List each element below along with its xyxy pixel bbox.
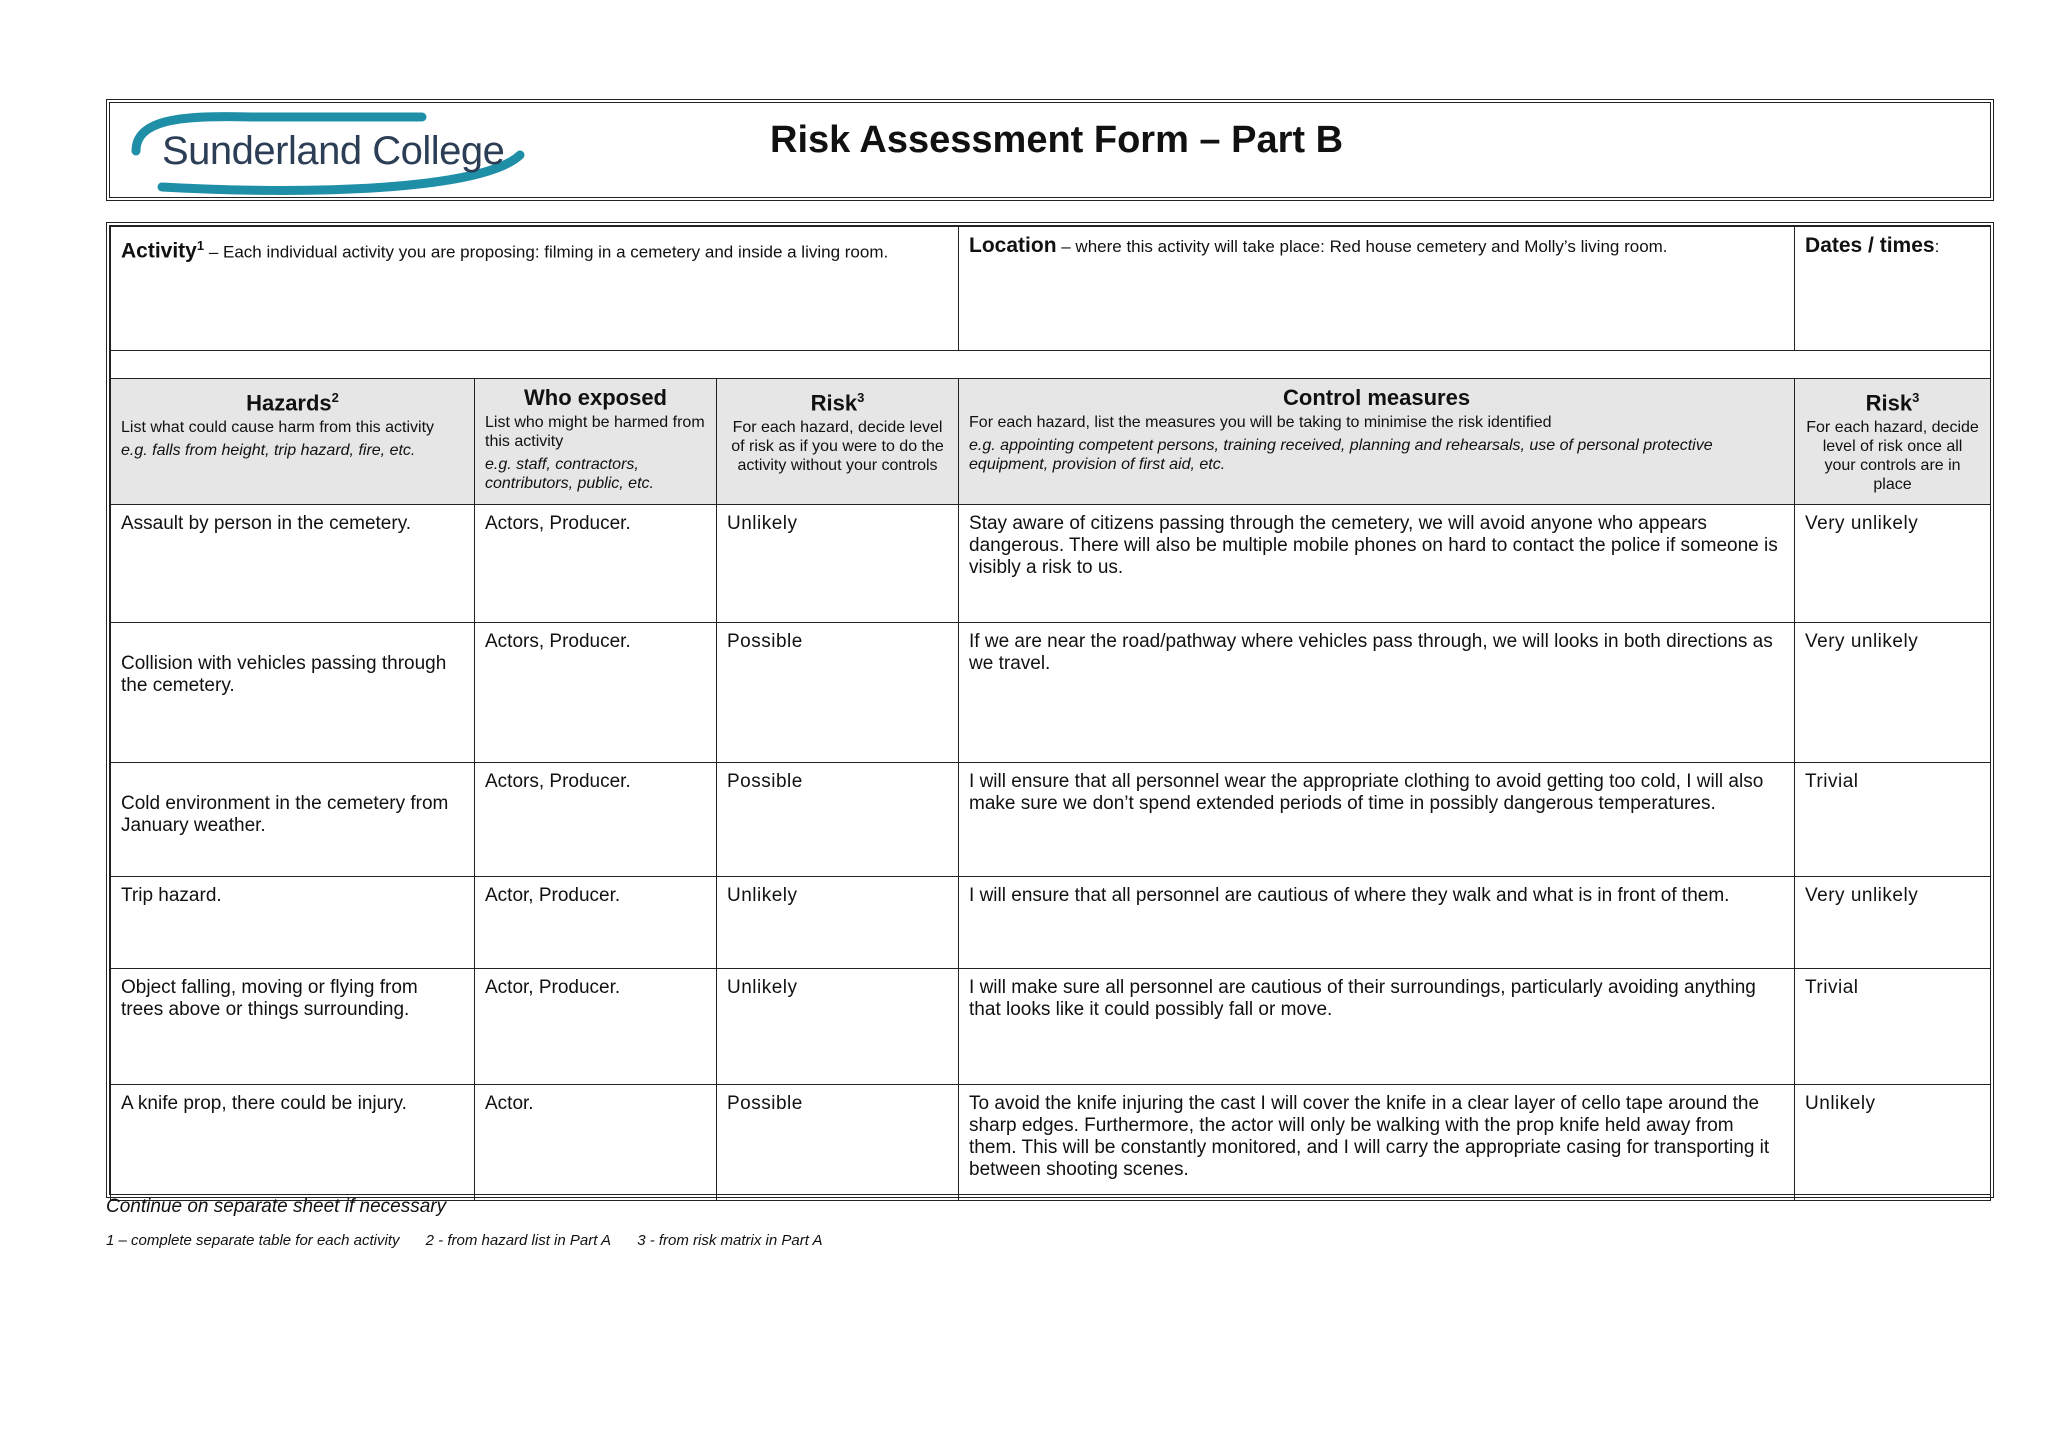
control-cell: I will make sure all personnel are cautious of their surroundings, particularly avoiding anything that looks like it could possibly fall or move. (959, 969, 1795, 1085)
controls-example: e.g. appointing competent persons, training received, planning and rehearsals, use of personal protective equipment, provision of first aid, etc. (969, 437, 1713, 473)
spacer-row (111, 351, 1991, 379)
control-cell: To avoid the knife injuring the cast I will cover the knife in a clear layer of cello tape around the sharp edges. Furthermore, the actor will only be walking with the prop knife held away from them. This will be constantly monitored, and I will carry the appropriate casing for transporting it between shooting scenes. (959, 1085, 1795, 1201)
dates-label: Dates / times (1805, 234, 1935, 257)
table-row (111, 969, 1991, 1085)
risk-after-title: Risk$^3$ (1865, 390, 1920, 416)
footnotes (106, 1232, 845, 1249)
controls-title: Control measures (1283, 385, 1471, 410)
risk-after-cell: Trivial (1795, 969, 1991, 1085)
risk-before-cell: Unlikely (717, 877, 959, 969)
risk-before-cell: Unlikely (717, 505, 959, 623)
page-title: Risk Assessment Form – Part B (770, 119, 1344, 161)
risk-before-cell: Possible (717, 763, 959, 877)
hazard-cell: Trip hazard. (111, 877, 475, 969)
who-cell: Actor, Producer. (475, 969, 717, 1085)
activity-sup: 1 (196, 238, 205, 253)
control-cell: Stay aware of citizens passing through the cemetery, we will avoid anyone who appears dangerous. There will also be multiple mobile phones on hard to contact the police if someone is visibly a risk to us. (959, 505, 1795, 623)
location-label: Location (969, 234, 1057, 257)
risk-after-header (1795, 379, 1991, 505)
risk-before-cell: Possible (717, 623, 959, 763)
risk-before-desc: For each hazard, decide level of risk as if you were to do the activity without your controls (731, 419, 944, 475)
footnote-2: 2 - from hazard list in Part A (425, 1232, 612, 1249)
who-header (475, 379, 717, 505)
column-header-row (111, 379, 1991, 505)
control-cell: If we are near the road/pathway where vehicles pass through, we will looks in both directions as we travel. (959, 623, 1795, 763)
activity-label: Activity (121, 239, 197, 263)
controls-header (959, 379, 1795, 505)
hazard-cell: Cold environment in the cemetery from January weather. (111, 763, 475, 877)
logo-text: Sunderland College (162, 129, 505, 173)
who-title: Who exposed (523, 385, 667, 410)
activity-row (111, 227, 1991, 351)
risk-after-cell: Very unlikely (1795, 505, 1991, 623)
who-cell: Actor. (475, 1085, 717, 1201)
table-row (111, 623, 1991, 763)
hazards-title: Hazards$^2$ (246, 390, 339, 416)
location-cell (959, 227, 1795, 351)
risk-after-desc: For each hazard, decide level of risk once all your controls are in place (1806, 419, 1979, 494)
hazards-example: e.g. falls from height, trip hazard, fire, etc. (121, 442, 416, 460)
table-row (111, 1085, 1991, 1201)
risk-table-container (106, 222, 1994, 1198)
activity-text: – Each individual activity you are proposing: filming in a cemetery and inside a living room. (204, 242, 889, 262)
location-text: – where this activity will take place: Red house cemetery and Molly’s living room. (1056, 237, 1668, 256)
who-example: e.g. staff, contractors, contributors, public, etc. (485, 456, 654, 492)
college-logo (122, 111, 532, 197)
risk-before-header (717, 379, 959, 505)
who-cell: Actors, Producer. (475, 505, 717, 623)
continue-note: Continue on separate sheet if necessary (106, 1196, 447, 1217)
risk-after-cell: Very unlikely (1795, 877, 1991, 969)
who-cell: Actor, Producer. (475, 877, 717, 969)
risk-after-cell: Trivial (1795, 763, 1991, 877)
control-cell: I will ensure that all personnel wear the appropriate clothing to avoid getting too cold, I will also make sure we don’t spend extended periods of time in possibly dangerous temperatures. (959, 763, 1795, 877)
spacer-cell (111, 351, 1991, 379)
footnote-1: 1 – complete separate table for each activity (106, 1232, 400, 1249)
hazards-desc: List what could cause harm from this activity (121, 419, 435, 437)
table-row (111, 505, 1991, 623)
activity-cell (111, 227, 959, 351)
table-row (111, 763, 1991, 877)
controls-desc: For each hazard, list the measures you will be taking to minimise the risk identified (969, 414, 1552, 431)
dates-text: : (1934, 237, 1940, 256)
risk-before-cell: Unlikely (717, 969, 959, 1085)
control-cell: I will ensure that all personnel are cautious of where they walk and what is in front of them. (959, 877, 1795, 969)
risk-before-title: Risk$^3$ (810, 390, 865, 416)
risk-table (110, 226, 1991, 1201)
who-desc: List who might be harmed from this activity (485, 414, 705, 450)
footnote-3: 3 - from risk matrix in Part A (637, 1232, 823, 1249)
hazard-cell: Assault by person in the cemetery. (111, 505, 475, 623)
form-header (106, 99, 1994, 201)
who-cell: Actors, Producer. (475, 763, 717, 877)
hazard-cell: Collision with vehicles passing through the cemetery. (111, 623, 475, 763)
dates-cell (1795, 227, 1991, 351)
risk-after-cell: Very unlikely (1795, 623, 1991, 763)
hazard-cell: Object falling, moving or flying from trees above or things surrounding. (111, 969, 475, 1085)
risk-after-cell: Unlikely (1795, 1085, 1991, 1201)
table-row (111, 877, 1991, 969)
hazards-header (111, 379, 475, 505)
risk-before-cell: Possible (717, 1085, 959, 1201)
hazard-cell: A knife prop, there could be injury. (111, 1085, 475, 1201)
who-cell: Actors, Producer. (475, 623, 717, 763)
